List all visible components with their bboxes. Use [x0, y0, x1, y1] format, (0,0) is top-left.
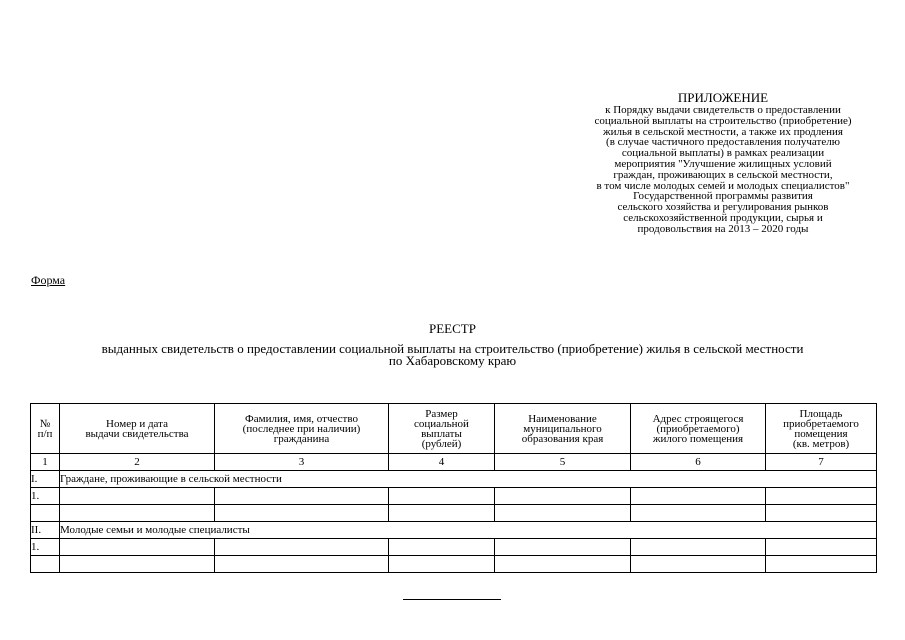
- table-cell: [60, 505, 215, 522]
- column-number: 1: [31, 454, 60, 471]
- section-row: [31, 522, 877, 539]
- appendix-line: Государственной программы развития: [633, 190, 813, 203]
- table-cell: [766, 556, 877, 573]
- footer-divider: [403, 599, 501, 600]
- section-title: Граждане, проживающие в сельской местности: [60, 471, 877, 488]
- section-title: Молодые семьи и молодые специалисты: [60, 522, 877, 539]
- table-cell: [389, 488, 495, 505]
- table-cell: [215, 556, 389, 573]
- appendix-line: социальной выплаты) в рамках реализации: [621, 147, 825, 160]
- section-number: II.: [31, 522, 60, 539]
- header-row: [31, 404, 877, 454]
- table-row: [31, 488, 877, 505]
- header-address: Адрес строящегося (приобретаемого) жилого помещения: [631, 404, 766, 454]
- header-row-number: № п/п: [31, 404, 60, 454]
- table-cell: [389, 539, 495, 556]
- table-cell: [31, 505, 60, 522]
- table-cell: [31, 556, 60, 573]
- appendix-line: социальной выплаты на строительство (приобретение): [594, 114, 852, 127]
- registry-title: РЕЕСТР: [429, 321, 476, 336]
- registry-subtitle: [0, 343, 905, 367]
- table-cell: [495, 505, 631, 522]
- table-cell: [215, 488, 389, 505]
- appendix-block: [568, 90, 878, 235]
- appendix-line: (в случае частичного предоставления получателю: [606, 136, 840, 149]
- column-number: 4: [389, 454, 495, 471]
- table-cell: [215, 505, 389, 522]
- appendix-line: в том числе молодых семей и молодых специалистов": [596, 179, 850, 192]
- appendix-line: мероприятия "Улучшение жилищных условий: [614, 157, 832, 170]
- header-area: Площадь приобретаемого помещения (кв. метров): [766, 404, 877, 454]
- table-cell: [495, 556, 631, 573]
- registry-subtitle-line-1: выданных свидетельств о предоставлении социальной выплаты на строительство (приобретение) жилья в сельской местности: [101, 341, 804, 356]
- table-cell: [495, 488, 631, 505]
- section-row: [31, 471, 877, 488]
- table-cell: [389, 556, 495, 573]
- column-number-row: [31, 454, 877, 471]
- section-number: I.: [31, 471, 60, 488]
- table-cell: [766, 539, 877, 556]
- appendix-line: к Порядку выдачи свидетельств о предоставлении: [605, 104, 841, 116]
- header-certificate: Номер и дата выдачи свидетельства: [60, 404, 215, 454]
- column-number: 5: [495, 454, 631, 471]
- table-cell: [60, 539, 215, 556]
- row-number: 1.: [31, 539, 60, 556]
- table-cell: [631, 505, 766, 522]
- table-cell: [631, 556, 766, 573]
- column-number: 3: [215, 454, 389, 471]
- column-number: 7: [766, 454, 877, 471]
- table-row: [31, 539, 877, 556]
- table-cell: [215, 539, 389, 556]
- table-row: [31, 556, 877, 573]
- appendix-line: граждан, проживающих в сельской местности,: [613, 168, 833, 181]
- form-label: Форма: [31, 273, 66, 287]
- table-row: [31, 505, 877, 522]
- header-payment: Размер социальной выплаты (рублей): [389, 404, 495, 454]
- header-full-name: Фамилия, имя, отчество (последнее при наличии) гражданина: [215, 404, 389, 454]
- registry-subtitle-line-2: по Хабаровскому краю: [388, 353, 517, 368]
- appendix-line: продовольствия на 2013 – 2020 годы: [637, 222, 809, 235]
- appendix-title: ПРИЛОЖЕНИЕ: [677, 90, 769, 105]
- table-cell: [631, 539, 766, 556]
- table-cell: [631, 488, 766, 505]
- column-number: 6: [631, 454, 766, 471]
- appendix-line: сельскохозяйственной продукции, сырья и: [623, 211, 823, 224]
- appendix-line: жилья в сельской местности, а также их продления: [603, 125, 843, 138]
- table-cell: [495, 539, 631, 556]
- row-number: 1.: [31, 488, 60, 505]
- column-number: 2: [60, 454, 215, 471]
- table-cell: [766, 488, 877, 505]
- registry-table: [30, 403, 877, 573]
- table-cell: [766, 505, 877, 522]
- table-cell: [60, 556, 215, 573]
- appendix-line: сельского хозяйства и регулирования рынков: [617, 201, 829, 214]
- header-municipality: Наименование муниципального образования края: [495, 404, 631, 454]
- table-cell: [60, 488, 215, 505]
- table-cell: [389, 505, 495, 522]
